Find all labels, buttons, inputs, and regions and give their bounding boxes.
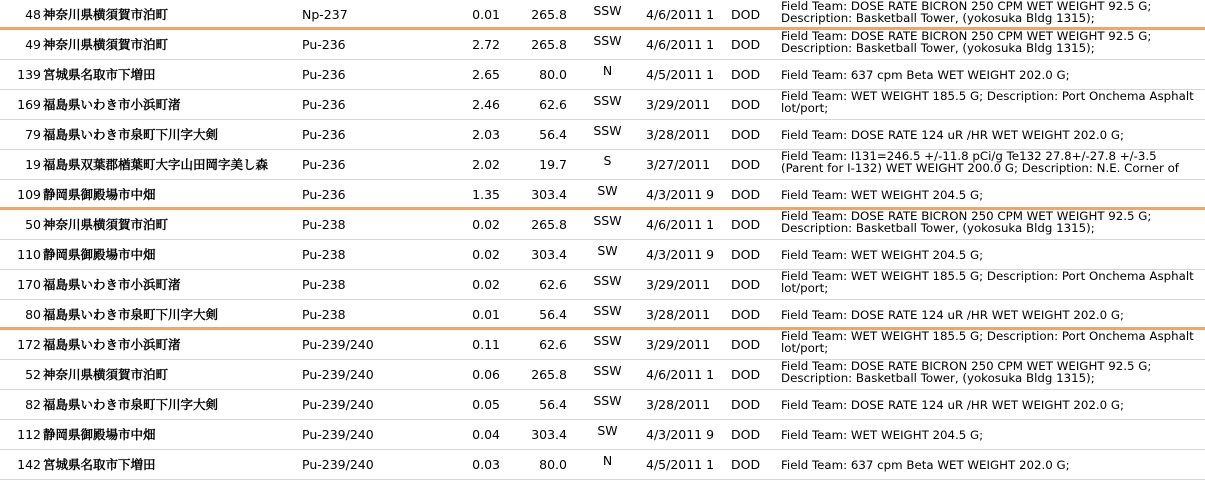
direction-cell: SW: [597, 423, 618, 438]
date-cell: 3/28/2011: [646, 127, 711, 142]
date-cell: 3/29/2011: [646, 277, 711, 292]
location-cell: 静岡県御殿場市中畑: [43, 187, 156, 202]
value-cell: 0.11: [472, 337, 500, 352]
note-cell: Field Team: WET WEIGHT 185.5 G; Description: Port Onchema Asphalt lot/port;: [781, 330, 1194, 355]
note-cell: Field Team: DOSE RATE BICRON 250 CPM WET WEIGHT 92.5 G; Description: Basketball Tower, (yokosuka Bldg 1315);: [781, 0, 1152, 25]
location-cell: 静岡県御殿場市中畑: [43, 427, 156, 442]
location-cell: 福島県双葉郡楢葉町大字山田岡字美し森: [43, 157, 269, 172]
isotope-cell: Pu-238: [302, 247, 346, 262]
table-row[interactable]: [0, 180, 1205, 210]
table-row[interactable]: [0, 90, 1205, 120]
isotope-cell: Pu-238: [302, 307, 346, 322]
note-cell: Field Team: DOSE RATE 124 uR /HR WET WEIGHT 202.0 G;: [781, 128, 1124, 142]
distance-cell: 19.7: [539, 157, 567, 172]
direction-cell: SW: [597, 183, 618, 198]
date-cell: 3/28/2011: [646, 397, 711, 412]
table-row[interactable]: [0, 150, 1205, 180]
value-cell: 2.65: [472, 67, 500, 82]
isotope-cell: Pu-236: [302, 127, 346, 142]
table-row[interactable]: [0, 30, 1205, 60]
organization-cell: DOD: [731, 127, 761, 142]
direction-cell: SSW: [593, 303, 622, 318]
date-cell: 4/6/2011 1: [646, 367, 715, 382]
location-cell: 神奈川県横須賀市泊町: [43, 367, 169, 382]
isotope-cell: Pu-239/240: [302, 457, 374, 472]
date-cell: 3/28/2011: [646, 307, 711, 322]
location-cell: 福島県いわき市小浜町渚: [43, 97, 181, 112]
organization-cell: DOD: [731, 217, 761, 232]
organization-cell: DOD: [731, 247, 761, 262]
table-row[interactable]: [0, 120, 1205, 150]
date-cell: 3/29/2011: [646, 337, 711, 352]
organization-cell: DOD: [731, 37, 761, 52]
note-cell: Field Team: 637 cpm Beta WET WEIGHT 202.0 G;: [781, 68, 1070, 82]
value-cell: 1.35: [472, 187, 500, 202]
organization-cell: DOD: [731, 187, 761, 202]
distance-cell: 56.4: [539, 127, 567, 142]
organization-cell: DOD: [731, 157, 761, 172]
direction-cell: SSW: [593, 273, 622, 288]
location-cell: 福島県いわき市泉町下川字大剣: [43, 307, 219, 322]
distance-cell: 56.4: [539, 307, 567, 322]
organization-cell: DOD: [731, 97, 761, 112]
value-cell: 0.06: [472, 367, 500, 382]
date-cell: 4/3/2011 9: [646, 427, 715, 442]
isotope-cell: Pu-236: [302, 157, 346, 172]
location-cell: 宮城県名取市下増田: [43, 457, 156, 472]
location-cell: 福島県いわき市泉町下川字大剣: [43, 397, 219, 412]
value-cell: 2.03: [472, 127, 500, 142]
distance-cell: 62.6: [539, 277, 567, 292]
table-row[interactable]: [0, 390, 1205, 420]
date-cell: 4/6/2011 1: [646, 37, 715, 52]
distance-cell: 265.8: [531, 37, 567, 52]
organization-cell: DOD: [731, 427, 761, 442]
isotope-cell: Pu-238: [302, 217, 346, 232]
organization-cell: DOD: [731, 277, 761, 292]
organization-cell: DOD: [731, 397, 761, 412]
row-id: 80: [25, 307, 41, 322]
direction-cell: SSW: [593, 123, 622, 138]
table-row[interactable]: [0, 270, 1205, 300]
note-cell: Field Team: WET WEIGHT 185.5 G; Description: Port Onchema Asphalt lot/port;: [781, 270, 1194, 295]
row-id: 79: [25, 127, 41, 142]
row-id: 82: [25, 397, 41, 412]
date-cell: 4/3/2011 9: [646, 187, 715, 202]
location-cell: 福島県いわき市小浜町渚: [43, 277, 181, 292]
row-id: 169: [17, 97, 41, 112]
direction-cell: N: [602, 63, 613, 78]
date-cell: 4/3/2011 9: [646, 247, 715, 262]
value-cell: 0.05: [472, 397, 500, 412]
table-row[interactable]: [0, 420, 1205, 450]
direction-cell: SSW: [593, 393, 622, 408]
row-id: 110: [17, 247, 41, 262]
location-cell: 神奈川県横須賀市泊町: [43, 37, 169, 52]
isotope-cell: Pu-239/240: [302, 367, 374, 382]
direction-cell: SSW: [593, 333, 622, 348]
organization-cell: DOD: [731, 367, 761, 382]
location-cell: 神奈川県横須賀市泊町: [43, 7, 169, 22]
date-cell: 3/29/2011: [646, 97, 711, 112]
table-row[interactable]: [0, 450, 1205, 480]
distance-cell: 56.4: [539, 397, 567, 412]
note-cell: Field Team: DOSE RATE BICRON 250 CPM WET WEIGHT 92.5 G; Description: Basketball Tower, (yokosuka Bldg 1315);: [781, 360, 1152, 385]
value-cell: 0.02: [472, 247, 500, 262]
isotope-cell: Pu-236: [302, 67, 346, 82]
distance-cell: 265.8: [531, 367, 567, 382]
table-row[interactable]: [0, 0, 1205, 30]
direction-cell: SSW: [593, 3, 622, 18]
distance-cell: 265.8: [531, 217, 567, 232]
isotope-cell: Pu-239/240: [302, 397, 374, 412]
row-id: 109: [17, 187, 41, 202]
note-cell: Field Team: I131=246.5 +/-11.8 pCi/g Te132 27.8+/-27.8 +/-3.5 (Parent for I-132) WET WEIGHT 200.0 G; Description: N.E. Corner of: [781, 150, 1179, 175]
isotope-cell: Pu-239/240: [302, 427, 374, 442]
isotope-cell: Pu-236: [302, 187, 346, 202]
value-cell: 2.72: [472, 37, 500, 52]
direction-cell: SSW: [593, 213, 622, 228]
distance-cell: 303.4: [531, 187, 567, 202]
date-cell: 3/27/2011: [646, 157, 711, 172]
organization-cell: DOD: [731, 307, 761, 322]
value-cell: 0.02: [472, 217, 500, 232]
date-cell: 4/6/2011 1: [646, 217, 715, 232]
distance-cell: 303.4: [531, 427, 567, 442]
distance-cell: 62.6: [539, 97, 567, 112]
date-cell: 4/5/2011 1: [646, 457, 715, 472]
row-id: 172: [17, 337, 41, 352]
row-id: 139: [17, 67, 41, 82]
isotope-cell: Np-237: [302, 7, 348, 22]
note-cell: Field Team: WET WEIGHT 204.5 G;: [781, 248, 984, 262]
location-cell: 福島県いわき市泉町下川字大剣: [43, 127, 219, 142]
value-cell: 0.03: [472, 457, 500, 472]
isotope-cell: Pu-236: [302, 37, 346, 52]
isotope-cell: Pu-236: [302, 97, 346, 112]
organization-cell: DOD: [731, 457, 761, 472]
row-id: 170: [17, 277, 41, 292]
note-cell: Field Team: WET WEIGHT 204.5 G;: [781, 188, 984, 202]
table-row[interactable]: [0, 210, 1205, 240]
organization-cell: DOD: [731, 67, 761, 82]
value-cell: 2.46: [472, 97, 500, 112]
isotope-cell: Pu-238: [302, 277, 346, 292]
direction-cell: SW: [597, 243, 618, 258]
row-id: 50: [25, 217, 41, 232]
location-cell: 静岡県御殿場市中畑: [43, 247, 156, 262]
note-cell: Field Team: DOSE RATE 124 uR /HR WET WEIGHT 202.0 G;: [781, 308, 1124, 322]
table-row[interactable]: [0, 330, 1205, 360]
direction-cell: SSW: [593, 363, 622, 378]
value-cell: 0.01: [472, 7, 500, 22]
location-cell: 神奈川県横須賀市泊町: [43, 217, 169, 232]
table-row[interactable]: [0, 60, 1205, 90]
direction-cell: S: [603, 153, 612, 168]
table-row[interactable]: [0, 360, 1205, 390]
value-cell: 0.04: [472, 427, 500, 442]
row-id: 142: [17, 457, 41, 472]
organization-cell: DOD: [731, 337, 761, 352]
isotope-cell: Pu-239/240: [302, 337, 374, 352]
direction-cell: SSW: [593, 93, 622, 108]
date-cell: 4/5/2011 1: [646, 67, 715, 82]
distance-cell: 265.8: [531, 7, 567, 22]
value-cell: 0.02: [472, 277, 500, 292]
date-cell: 4/6/2011 1: [646, 7, 715, 22]
location-cell: 宮城県名取市下増田: [43, 67, 156, 82]
distance-cell: 80.0: [539, 67, 567, 82]
note-cell: Field Team: 637 cpm Beta WET WEIGHT 202.0 G;: [781, 458, 1070, 472]
direction-cell: SSW: [593, 33, 622, 48]
note-cell: Field Team: WET WEIGHT 185.5 G; Description: Port Onchema Asphalt lot/port;: [781, 90, 1194, 115]
table-row[interactable]: [0, 240, 1205, 270]
distance-cell: 62.6: [539, 337, 567, 352]
value-cell: 2.02: [472, 157, 500, 172]
distance-cell: 80.0: [539, 457, 567, 472]
note-cell: Field Team: DOSE RATE BICRON 250 CPM WET WEIGHT 92.5 G; Description: Basketball Tower, (yokosuka Bldg 1315);: [781, 30, 1152, 55]
note-cell: Field Team: WET WEIGHT 204.5 G;: [781, 428, 984, 442]
row-id: 112: [17, 427, 41, 442]
row-id: 19: [25, 157, 41, 172]
row-id: 52: [25, 367, 41, 382]
direction-cell: N: [602, 453, 613, 468]
value-cell: 0.01: [472, 307, 500, 322]
note-cell: Field Team: DOSE RATE 124 uR /HR WET WEIGHT 202.0 G;: [781, 398, 1124, 412]
location-cell: 福島県いわき市小浜町渚: [43, 337, 181, 352]
note-cell: Field Team: DOSE RATE BICRON 250 CPM WET WEIGHT 92.5 G; Description: Basketball Tower, (yokosuka Bldg 1315);: [781, 210, 1152, 235]
row-id: 48: [25, 7, 41, 22]
row-id: 49: [25, 37, 41, 52]
table-row[interactable]: [0, 300, 1205, 330]
distance-cell: 303.4: [531, 247, 567, 262]
organization-cell: DOD: [731, 7, 761, 22]
